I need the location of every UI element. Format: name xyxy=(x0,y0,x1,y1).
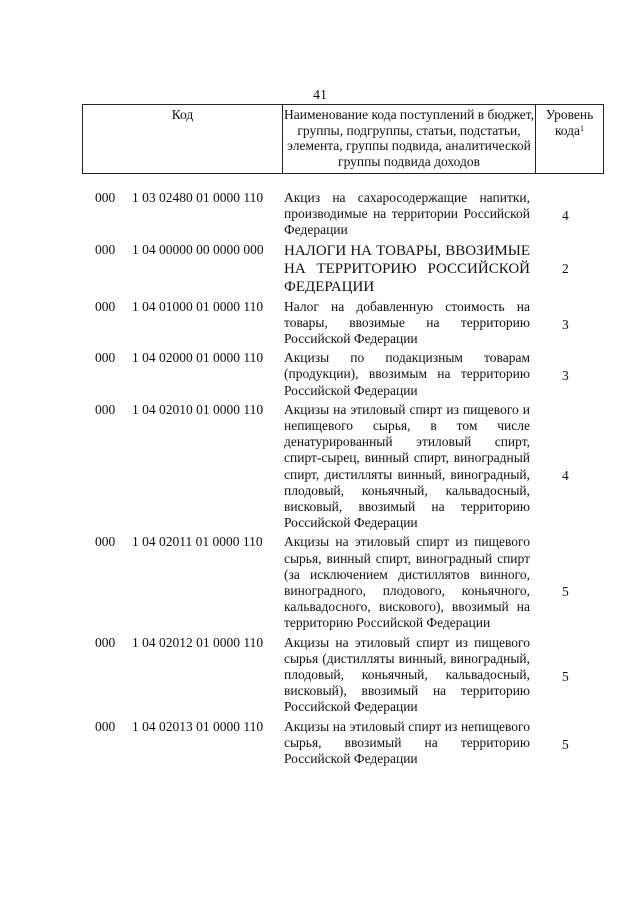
header-level-footnote: 1 xyxy=(580,123,585,133)
row-name: Акциз на сахаросодержащие напитки, производимые на территории Российской Федерации xyxy=(284,190,530,238)
row-level: 5 xyxy=(562,736,569,752)
row-code: 1 04 01000 01 0000 110 xyxy=(132,298,264,314)
row-name: Акцизы по подакцизным товарам (продукции), ввозимым на территорию Российской Федерации xyxy=(284,350,530,398)
row-level: 5 xyxy=(562,668,569,684)
row-name: Налог на добавленную стоимость на товары, ввозимые на территорию Российской Федерации xyxy=(284,298,530,347)
row-code: 1 04 00000 00 0000 000 xyxy=(132,241,264,257)
header-name: Наименование кода поступлений в бюджет, группы, подгруппы, статьи, подстатьи, элемента, группы подвида, аналитической группы подвида доходов xyxy=(283,105,536,173)
table-row xyxy=(0,299,640,348)
table-row xyxy=(0,635,640,716)
row-code: 1 03 02480 01 0000 110 xyxy=(132,190,264,205)
row-prefix: 000 xyxy=(95,190,116,205)
table-row xyxy=(0,719,640,768)
row-name: Акцизы на этиловый спирт из пищевого сырья (дистилляты винный, виноградный, плодовый, коньячный, кальвадосный, висковый), ввозимый на территорию Российской Федерации xyxy=(284,634,530,715)
table-body xyxy=(0,190,640,770)
row-code: 1 04 02000 01 0000 110 xyxy=(132,350,264,366)
row-name: Акцизы на этиловый спирт из пищевого сырья, винный спирт, виноградный спирт (за исключением дистиллятов винного, виноградного, плодового, коньячного, кальвадосного, вискового), ввозимый на территорию Российской Федерации xyxy=(284,534,530,631)
row-level: 2 xyxy=(562,260,569,276)
row-prefix: 000 xyxy=(95,634,116,650)
row-prefix: 000 xyxy=(95,241,116,257)
row-code: 1 04 02011 01 0000 110 xyxy=(132,534,263,550)
row-code: 1 04 02012 01 0000 110 xyxy=(132,634,264,650)
row-name: НАЛОГИ НА ТОВАРЫ, ВВОЗИМЫЕ НА ТЕРРИТОРИЮ РОССИЙСКОЙ ФЕДЕРАЦИИ xyxy=(284,242,530,295)
row-level: 4 xyxy=(562,208,569,223)
row-prefix: 000 xyxy=(95,718,116,734)
header-code: Код xyxy=(83,105,283,173)
row-prefix: 000 xyxy=(95,298,116,314)
row-code: 1 04 02010 01 0000 110 xyxy=(132,401,264,417)
row-level: 3 xyxy=(562,316,569,332)
row-level: 4 xyxy=(562,467,569,483)
header-level: Уровень кода xyxy=(545,107,594,138)
page-number: 41 xyxy=(313,88,327,103)
row-level: 3 xyxy=(562,368,569,384)
header-level-cell xyxy=(536,105,603,173)
table-row xyxy=(0,190,640,239)
table-row xyxy=(0,534,640,631)
row-name: Акцизы на этиловый спирт из пищевого и непищевого сырья, в том числе денатурированный этиловый спирт, спирт-сырец, винный спирт, виноградный спирт, дистилляты винный, виноградный, плодовый, коньячный, кальвадосный, висковый, ввозимый на территорию Российской Федерации xyxy=(284,401,530,531)
row-prefix: 000 xyxy=(95,534,116,550)
table-row xyxy=(0,402,640,532)
row-name: Акцизы на этиловый спирт из непищевого сырья, ввозимый на территорию Российской Федерации xyxy=(284,718,530,767)
row-code: 1 04 02013 01 0000 110 xyxy=(132,718,264,734)
row-level: 5 xyxy=(562,584,569,600)
table-header xyxy=(82,104,604,174)
row-prefix: 000 xyxy=(95,401,116,417)
row-prefix: 000 xyxy=(95,350,116,366)
table-row xyxy=(0,242,640,296)
table-row xyxy=(0,350,640,399)
